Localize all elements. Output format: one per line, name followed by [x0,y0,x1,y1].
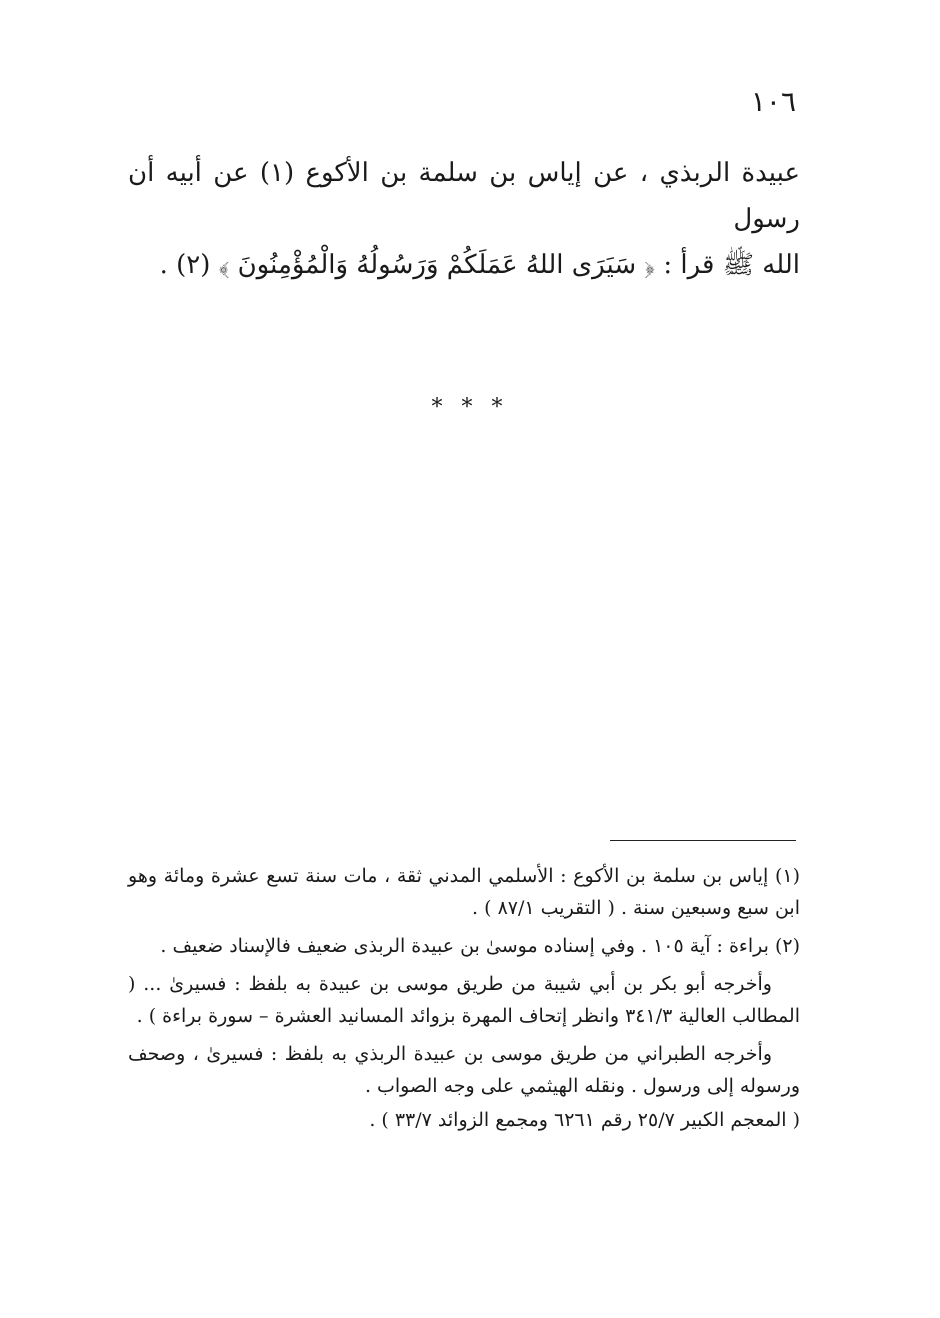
section-separator: * * * [431,395,509,420]
footnotes [128,860,800,1142]
footnote-divider [610,840,796,841]
footnote-1: (١) إياس بن سلمة بن الأكوع : الأسلمي المدني ثقة ، مات سنة تسع عشرة ومائة وهو ابن سبع وسبعين سنة . ( التقريب ٨٧/١ ) . [128,865,800,919]
footnote-2: (٢) براءة : آية ١٠٥ . وفي إسناده موسىٰ بن عبيدة الربذى ضعيف فالإسناد ضعيف . [160,935,800,957]
footnote-paragraph-tabarani: وأخرجه الطبراني من طريق موسى بن عبيدة الربذي به بلفظ : فسيرىٰ ، وصحف ورسوله إلى ورسول . ونقله الهيثمي على وجه الصواب . [128,1043,800,1097]
page-number: ١٠٦ [750,85,796,118]
footnote-paragraph-ibn-abi-shaybah: وأخرجه أبو بكر بن أبي شيبة من طريق موسى بن عبيدة به بلفظ : فسيرىٰ ... ( المطالب العالية ٣٤١/٣ وانظر إتحاف المهرة بزوائد المسانيد العشرة – سورة براءة ) . [128,973,800,1027]
main-text [128,150,800,288]
footnote-references: ( المعجم الكبير ٢٥/٧ رقم ٦٢٦١ ومجمع الزوائد ٣٣/٧ ) . [369,1109,800,1131]
main-text-line-1: عبيدة الربذي ، عن إياس بن سلمة بن الأكوع (١) عن أبيه أن رسول [128,158,800,234]
main-text-line-2: الله ﷺ قرأ : ﴿ سَيَرَى اللهُ عَمَلَكُمْ وَرَسُولُهُ وَالْمُؤْمِنُونَ ﴾ (٢) . [159,250,800,280]
